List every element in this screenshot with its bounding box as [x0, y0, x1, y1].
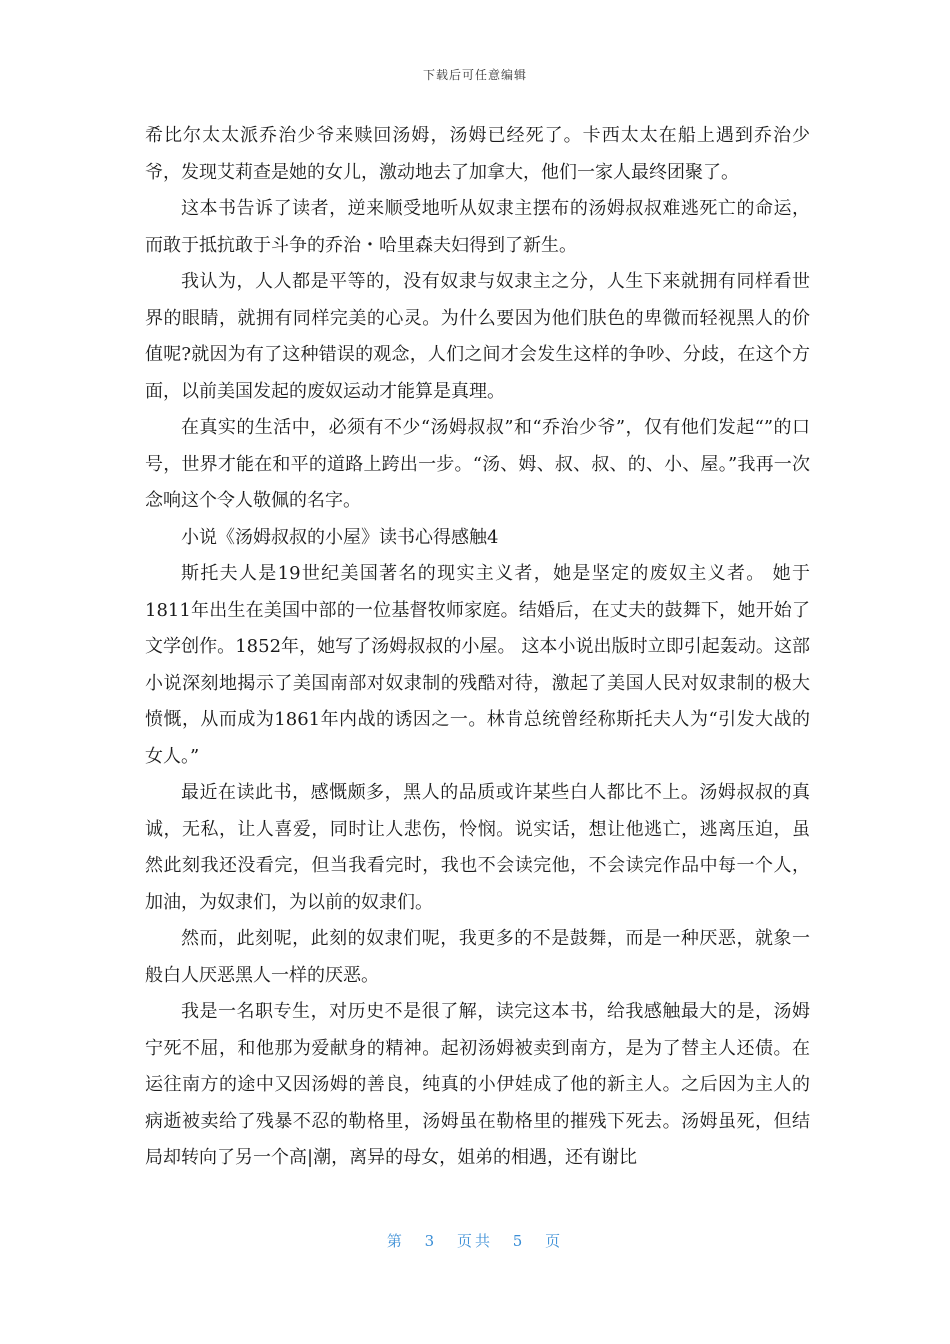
footer-page-current: 3: [424, 1232, 438, 1250]
paragraph-4: 在真实的生活中，必须有不少“汤姆叔叔”和“乔治少爷”，仅有他们发起“”的口号，世界才能在和平的道路上跨出一步。“汤、姆、叔、叔、的、小、屋。”我再一次念响这个令人敬佩的名字。: [145, 417, 810, 511]
footer-page-mid: 页共: [456, 1232, 493, 1250]
page-header: 下载后可任意编辑: [422, 68, 527, 82]
paragraph-3: 我认为，人人都是平等的，没有奴隶与奴隶主之分，人生下来就拥有同样看世界的眼睛，就拥有同样完美的心灵。为什么要因为他们肤色的卑微而轻视黑人的价值呢?就因为有了这种错误的观念，人们之间才会发生这样的争吵、分歧，在这个方面，以前美国发起的废奴运动才能算是真理。: [145, 271, 810, 402]
footer-page-total: 5: [512, 1232, 526, 1250]
paragraph-5: 斯托夫人是19世纪美国著名的现实主义者，她是坚定的废奴主义者。 她于1811年出生在美国中部的一位基督牧师家庭。结婚后，在丈夫的鼓舞下，她开始了文学创作。1852年，她写了汤姆叔叔的小屋。 这本小说出版时立即引起轰动。这部小说深刻地揭示了美国南部对奴隶制的残酷对待，激起了美国人民对奴隶制的极大愤慨，从而成为1861年内战的诱因之一。林肯总统曾经称斯托夫人为“引发大战的女人。”: [145, 563, 810, 767]
footer-page-end: 页: [545, 1232, 564, 1250]
paragraph-6: 最近在读此书，感慨颇多，黑人的品质或许某些白人都比不上。汤姆叔叔的真诚，无私，让人喜爱，同时让人悲伤，怜悯。说实话，想让他逃亡，逃离压迫，虽然此刻我还没看完，但当我看完时，我也不会读完他，不会读完作品中每一个人，加油，为奴隶们，为以前的奴隶们。: [145, 782, 810, 913]
page-footer: [0, 1230, 950, 1251]
paragraph-7: 然而，此刻呢，此刻的奴隶们呢，我更多的不是鼓舞，而是一种厌恶，就象一般白人厌恶黑人一样的厌恶。: [145, 928, 810, 986]
paragraph-8: 我是一名职专生，对历史不是很了解，读完这本书，给我感触最大的是，汤姆宁死不屈，和他那为爱献身的精神。起初汤姆被卖到南方，是为了替主人还债。在运往南方的途中又因汤姆的善良，纯真的小伊娃成了他的新主人。之后因为主人的病逝被卖给了残暴不忍的勒格里，汤姆虽在勒格里的摧残下死去。汤姆虽死，但结局却转向了另一个高|潮，离异的母女，姐弟的相遇，还有谢比: [145, 1001, 810, 1168]
footer-page-label: 第: [386, 1232, 405, 1250]
document-body: [145, 118, 810, 1177]
paragraph-1: 希比尔太太派乔治少爷来赎回汤姆，汤姆已经死了。卡西太太在船上遇到乔治少爷，发现艾莉查是她的女儿，激动地去了加拿大，他们一家人最终团聚了。: [145, 125, 810, 183]
paragraph-2: 这本书告诉了读者，逆来顺受地听从奴隶主摆布的汤姆叔叔难逃死亡的命运，而敢于抵抗敢于斗争的乔治・哈里森夫妇得到了新生。: [145, 198, 810, 256]
section-heading: 小说《汤姆叔叔的小屋》读书心得感触4: [181, 526, 499, 548]
